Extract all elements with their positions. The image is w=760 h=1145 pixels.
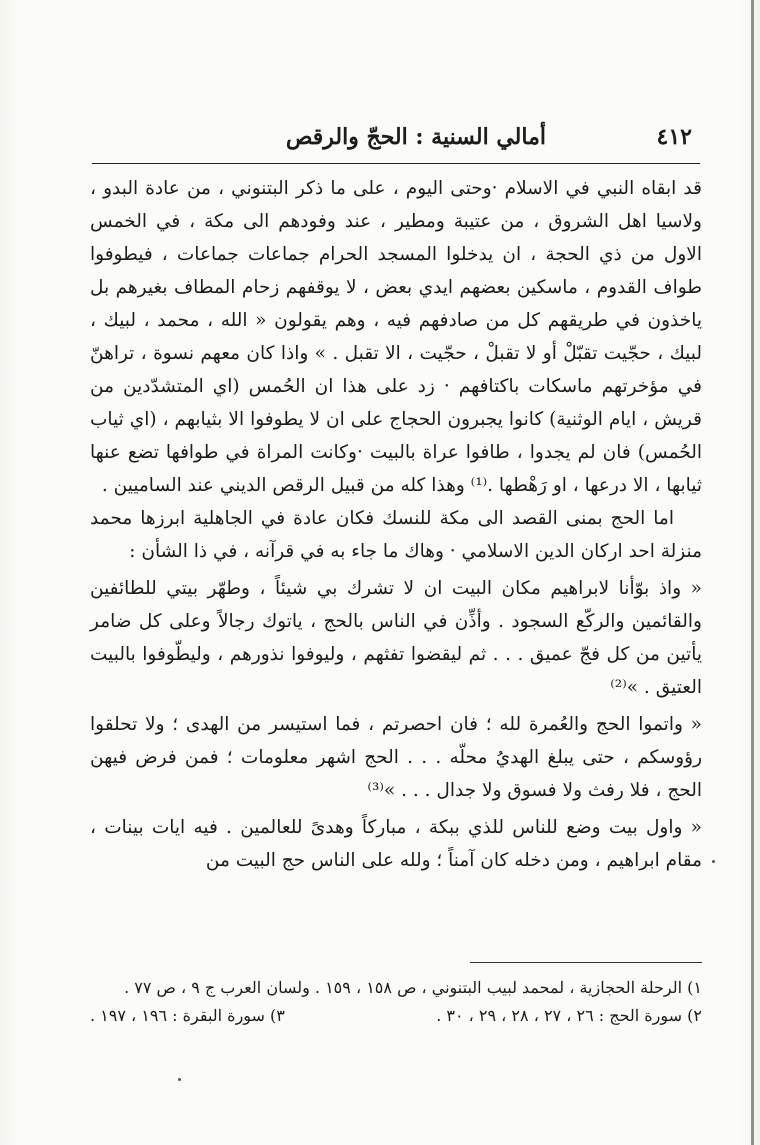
footnotes — [90, 974, 702, 1030]
quran-quote: « واذ بوّأنا لابراهيم مكان البيت ان لا تشرك بي شيئاً ، وطهّر بيتي للطائفين والقائمين والركّع السجود . وأذِّن في الناس بالحج ، ياتوك رجالاً وعلى كل ضامر يأتين من كل فجّ عميق . . . ثم ليقضوا تفثهم ، وليوفوا نذورهم ، وليطّوفوا بالبيت العتيق . »⁽²⁾ — [90, 578, 702, 698]
page-header — [92, 124, 692, 160]
header-rule — [92, 163, 700, 164]
quran-quote: « واتموا الحج والعُمرة لله ؛ فان احصرتم ، فما استيسر من الهدى ؛ ولا تحلقوا رؤوسكم ، حتى يبلغ الهديُ محلّه . . . الحج اشهر معلومات ؛ فمن فرض فيهن الحج ، فلا رفث ولا فسوق ولا جدال . . . »⁽³⁾ — [90, 714, 702, 801]
book-spine-shadow — [751, 0, 754, 1145]
paragraph: اما الحج بمنى القصد الى مكة للنسك فكان عادة في الجاهلية ابرزها محمد منزلة احد اركان الدين الاسلامي · وهاك ما جاء به في قرآنه ، في ذا الشأن : — [90, 508, 702, 562]
print-speck — [178, 1078, 181, 1081]
footnote-rule — [470, 962, 702, 963]
footnote-3: ٣) سورة البقرة : ١٩٦ ، ١٩٧ . — [90, 1006, 285, 1025]
footnote-1: ١) الرحلة الحجازية ، لمحمد لبيب البتنوني ، ص ١٥٨ ، ١٥٩ . ولسان العرب ج ٩ ، ص ٧٧ . — [124, 978, 702, 997]
print-speck — [712, 860, 715, 863]
body-text — [90, 172, 702, 877]
quran-quote: « واول بيت وضع للناس للذي ببكة ، مباركاً وهدىً للعالمين . فيه ايات بينات ، مقام ابراهيم ، ومن دخله كان آمناً ؛ ولله على الناس حج البيت من — [90, 817, 702, 871]
page-number: ٤١٢ — [656, 124, 692, 150]
footnote-2: ٢) سورة الحج : ٢٦ ، ٢٧ ، ٢٨ ، ٢٩ ، ٣٠ . — [436, 1006, 702, 1025]
running-title: أمالي السنية : الحجّ والرقص — [285, 124, 546, 150]
paragraph: قد ابقاه النبي في الاسلام ·وحتى اليوم ، على ما ذكر البتنوني ، من عادة البدو ، ولاسيا اهل الشروق ، من عتيبة ومطير ، عند وفودهم الى مكة ، في الخمس الاول من ذي الحجة ، ان يدخلوا المسجد الحرام جماعات جماعات ، فيطوفوا طواف القدوم ، ماسكين بعضهم ايدي بعض ، لا يوقفهم زحام المطاف بغيرهم بل ياخذون في طريقهم كل من صادفهم فيه ، وهم يقولون « الله ، محمد ، لبيك ، لبيك ، حجّيت تقبّلْ أو لا تقبلْ ، حجّيت ، الا تقبل . » واذا كان معهم نسوة ، تراهنّ في مؤخرتهم ماسكات باكتافهم · زد على هذا ان الحُمس (اي المتشدّدين من قريش ، ايام الوثنية) كانوا يجبرون الحجاج على ان لا يطوفوا الا بثيابهم ، (اي ثياب الحُمس) فان لم يجدوا ، طافوا عراة بالبيت ·وكانت المراة في طوافها تضع عنها ثيابها ، الا درعها ، او رَهْطها .⁽¹⁾ وهذا كله من قبيل الرقص الديني عند الساميين . — [90, 178, 702, 496]
